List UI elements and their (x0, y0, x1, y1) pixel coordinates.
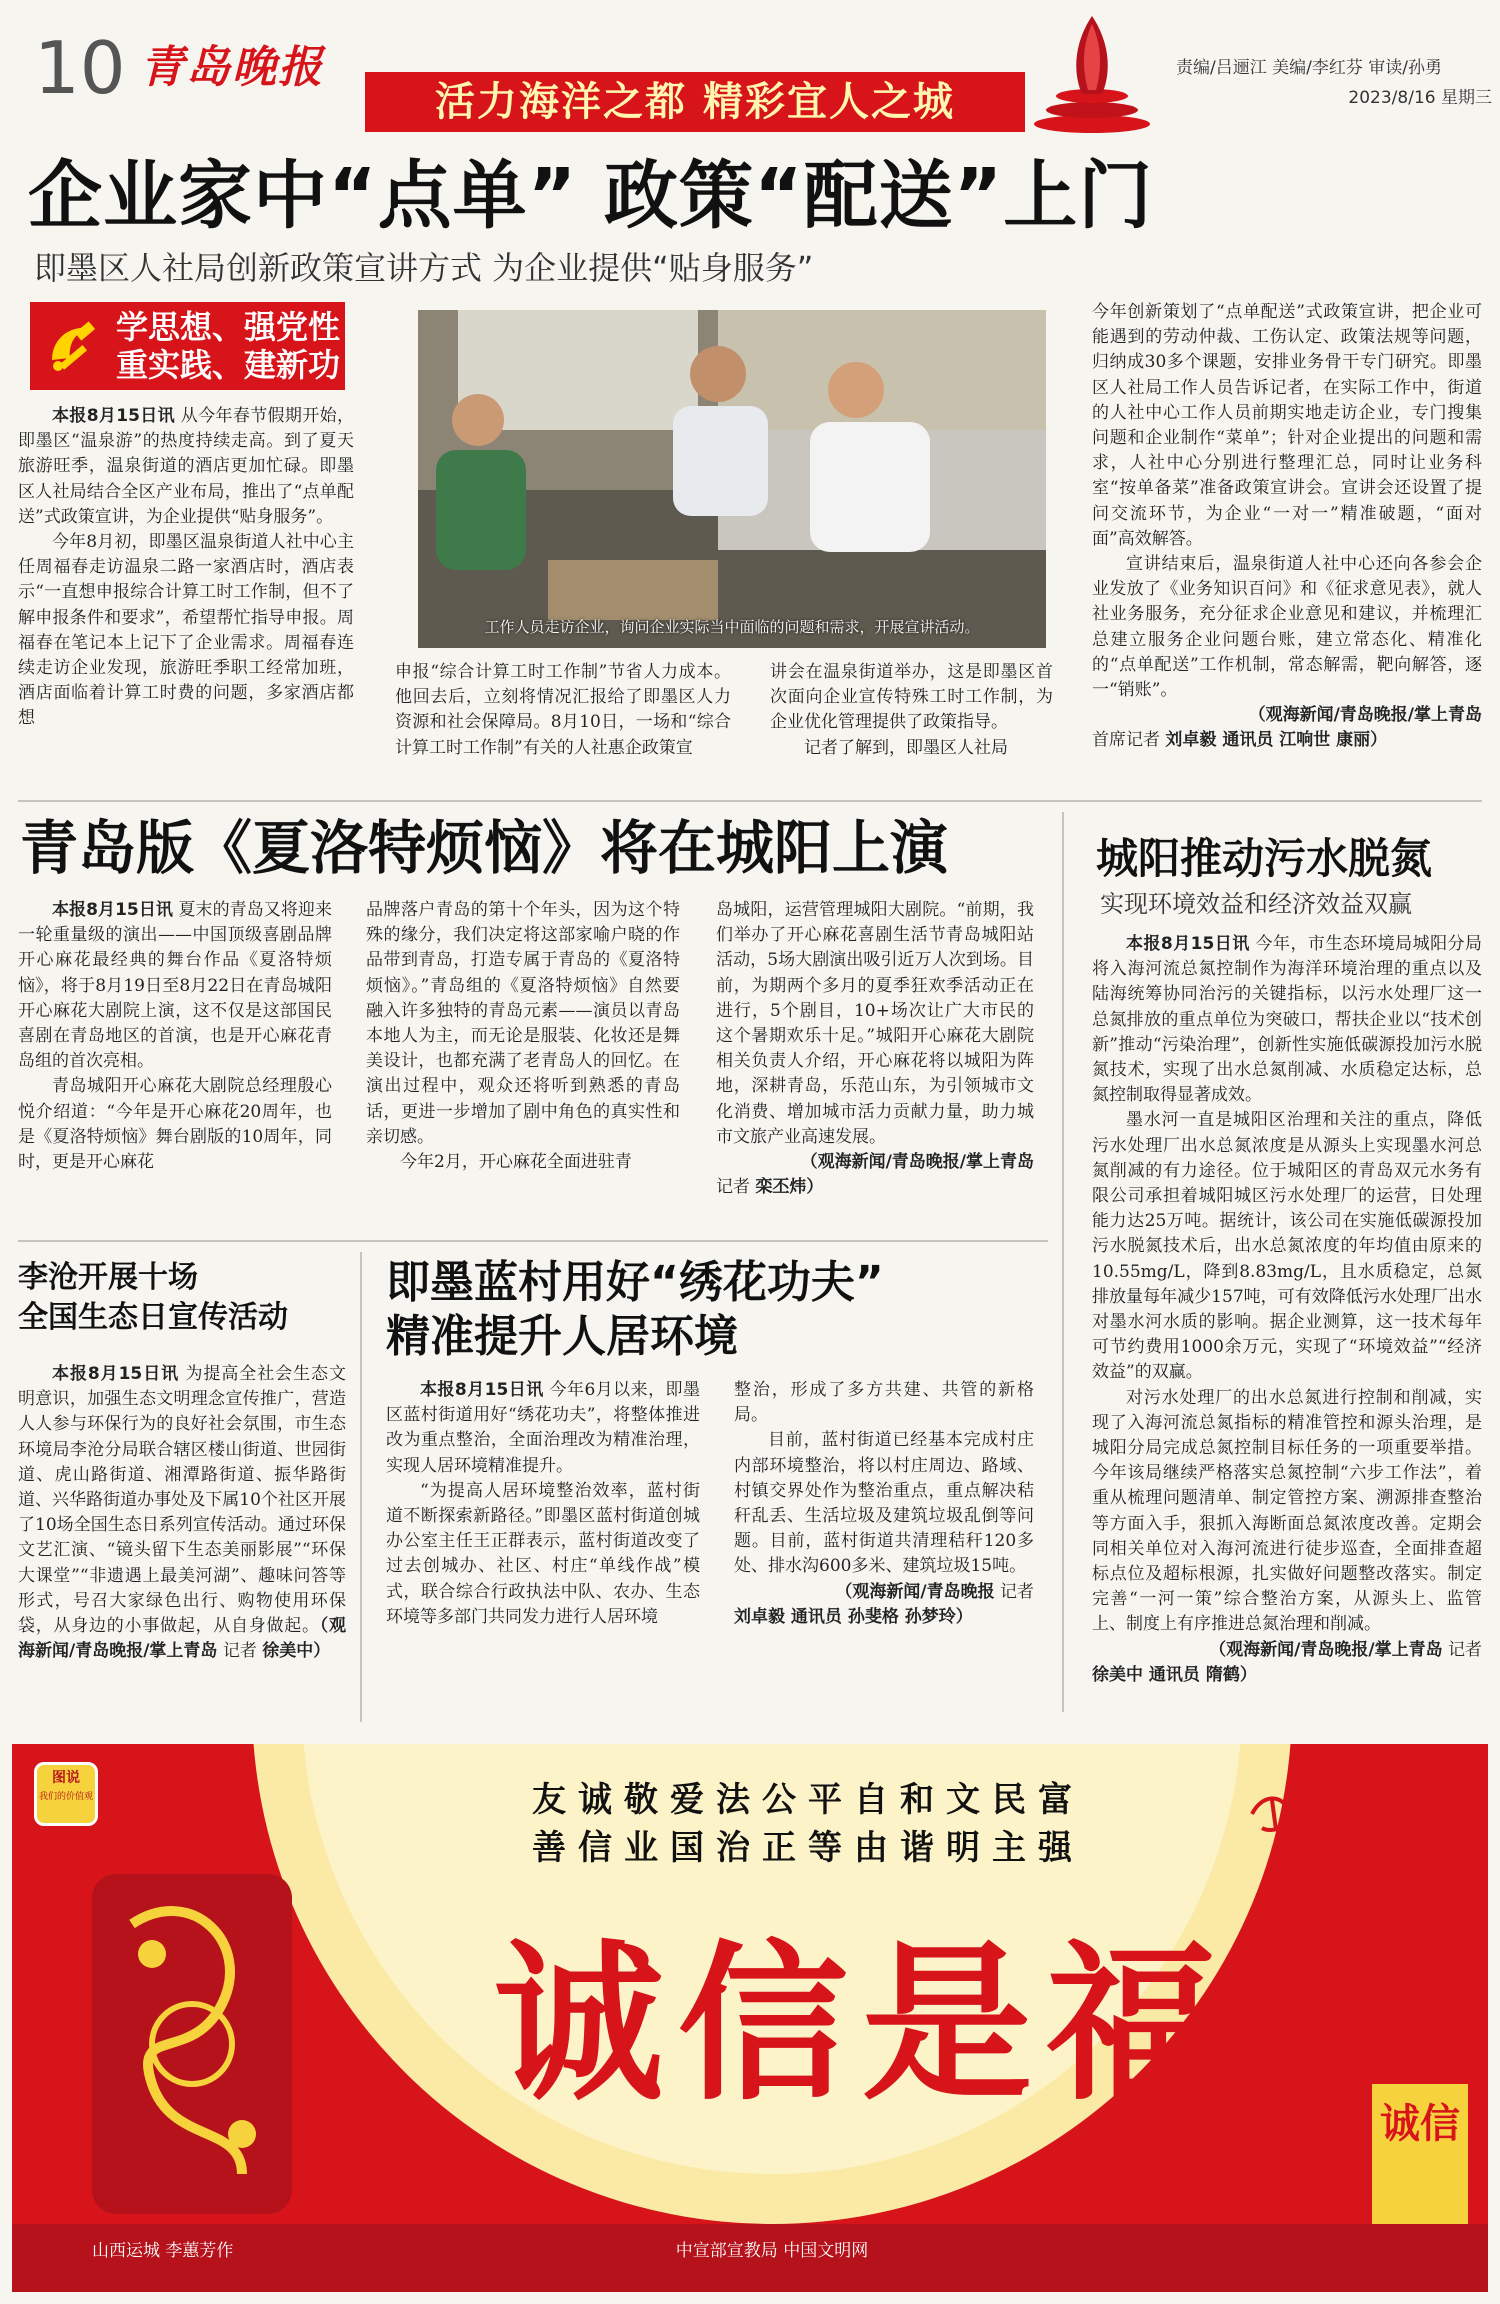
story1-column-1: 本报8月15日讯 从今年春节假期开始，即墨区“温泉游”的热度持续走高。到了夏天旅游旺季，温泉街道的酒店更加忙碌。即墨区人社局结合全区产业布局，推出了“点单配送”式政策宣讲，为企业提供“贴身服务”。 今年8月初，即墨区温泉街道人社中心主任周福春走访温泉二路一家酒店时，酒店表示“一直想申报综合计算工时工作制，但不了解申报条件和要求”，希望帮忙指导申报。周福春在笔记本上记下了企业需求。周福春连续走访企业发现，旅游旺季职工经常加班，酒店面临着计算工时费的问题，多家酒店都想 (18, 406, 354, 729)
story5-dateline: 本报8月15日讯 (420, 1380, 544, 1400)
artist-credit: 山西运城 李蕙芳作 (92, 2241, 234, 2261)
story3-byline-names: 徐美中 通讯员 隋鹤） (1092, 1664, 1257, 1685)
story2-dateline: 本报8月15日讯 (52, 900, 173, 920)
story1-column-3: 讲会在温泉街道举办，这是即墨区首次面向企业宣传特殊工时工作制，为企业优化管理提供了政策指导。 记者了解到，即墨区人社局 (770, 662, 1053, 758)
paper-name-logo: 青岛晚报 (140, 42, 324, 93)
story4-dateline: 本报8月15日讯 (52, 1364, 180, 1384)
page-number: 10 (34, 26, 126, 110)
story2-column-2: 品牌落户青岛的第十个年头，因为这个特殊的缘分，我们决定将这部家喻户晓的作品带到青岛，打造专属于青岛的《夏洛特烦恼》。”青岛组的《夏洛特烦恼》自然要融入许多独特的青岛元素——演员以青岛本地人为主，而无论是服装、化妆还是舞美设计，也都充满了老青岛人的回忆。在演出过程中，观众还将听到熟悉的青岛话，更进一步增加了剧中角色的真实性和亲切感。 今年2月，开心麻花全面进驻青 (366, 900, 680, 1173)
story1-headline: 企业家中“点单” 政策“配送”上门 (28, 153, 1154, 239)
hammer-sickle-icon (38, 312, 106, 380)
values-logo (34, 1762, 98, 1826)
signature-mark (1242, 1784, 1302, 1844)
divider (18, 1240, 1048, 1242)
papercut-seal-right (1372, 2084, 1468, 2224)
photo-caption: 工作人员走访企业，询问企业实际当中面临的问题和需求，开展宣讲活动。 (484, 618, 980, 636)
story1-photo (418, 310, 1046, 648)
badge-line1: 学思想、强党性 (116, 308, 341, 346)
party-badge (30, 302, 345, 390)
story2-byline-source: （观海新闻/青岛晚报/掌上青岛 (800, 1152, 1034, 1173)
divider (360, 1252, 362, 1722)
main-slogan: 诚信是福 (493, 1924, 1230, 2124)
story5-headline-line2: 精准提升人居环境 (386, 1311, 738, 1362)
logo-text-top: 图说 (52, 1770, 80, 1786)
story2-headline: 青岛版《夏洛特烦恼》将在城阳上演 (20, 814, 949, 882)
story4-headline-line2: 全国生态日宣传活动 (18, 1300, 288, 1335)
psa-banner (12, 1744, 1488, 2292)
story3-body: 本报8月15日讯 今年，市生态环境局城阳分局将入海河流总氮控制作为海洋环境治理的重点以及陆海统筹协同治污的关键指标，以污水处理厂这一总氮排放的重点单位为突破口，帮扶企业以“技术创新”推动“污染治理”，创新性实施低碳源投加污水脱氮技术，实现了出水总氮削减、水质稳定达标，总氮控制取得显著成效。 墨水河一直是城阳区治理和关注的重点，降低污水处理厂出水总氮浓度是从源头上实现墨水河总氮削减的有力途径。位于城阳区的青岛双元水务有限公司承担着城阳城区污水处理厂的运营，日处理能力达25万吨。据统计，该公司在实施低碳源投加污水脱氮技术后，出水总氮浓度的年均值由原来的10.55mg/L，降到8.83mg/L，且水质稳定，总氮排放量每年减少157吨，可有效降低污水处理厂出水对墨水河水质的影响。据企业测算，这一技术每年可节约费用1000余万元，实现了“环境效益”“经济效益”的双赢。 对污水处理厂的出水总氮进行控制和削减，实现了入海河流总氮指标的精准管控和源头治理，是城阳分局完成总氮控制目标任务的一项重要举措。今年该局继续严格落实总氮控制“六步工作法”，着重从梳理问题清单、制定管控方案、溯源排查整治等方面入手，狠抓入海断面总氮浓度改善。定期会同相关单位对入海河流进行徒步巡查，全面排查超标点位及超标根源，扎实做好问题整改落实。制定完善“一河一策”综合整治方案，从源头上、监管上、制度上有序推进总氮治理和削减。 （观海新闻/青岛晚报/掌上青岛 记者 徐美中 通讯员 隋鹤） (1092, 934, 1482, 1685)
story4-byline-source: （观海新闻/青岛晚报/掌上青岛 (18, 1616, 346, 1662)
papercut-scroll-left (72, 1864, 312, 2224)
story1-subhead: 即墨区人社局创新政策宣讲方式 为企业提供“贴身服务” (34, 249, 814, 287)
badge-line2: 重实践、建新功 (116, 346, 341, 384)
story1-byline-source: （观海新闻/青岛晚报/掌上青岛 (1248, 705, 1482, 726)
landmark-tower-icon (1032, 6, 1152, 134)
story1-dateline: 本报8月15日讯 (52, 406, 175, 426)
story2-byline-names: 栾丕炜） (755, 1177, 824, 1198)
divider (1062, 812, 1064, 1712)
story3-subhead: 实现环境效益和经济效益双赢 (1100, 890, 1412, 918)
story3-dateline: 本报8月15日讯 (1126, 934, 1250, 954)
story4-headline-line1: 李沧开展十场 (18, 1260, 198, 1295)
story4-body: 本报8月15日讯 为提高全社会生态文明意识，加强生态文明理念宣传推广，营造人人参与环保行为的良好社会氛围，市生态环境局李沧分局联合辖区楼山街道、世园街道、虎山路街道、湘潭路街道、振华路街道、兴华路街道办事处及下属10个社区开展了10场全国生态日系列宣传活动。通过环保文艺汇演、“镜头留下生态美丽影展”“环保大课堂”“非遗遇上最美河湖”、趣味问答等形式，号召大家绿色出行、购物使用环保袋，从身边的小事做起，从自身做起。（观海新闻/青岛晚报/掌上青岛 记者 徐美中） (18, 1364, 346, 1662)
story5-column-1: 本报8月15日讯 今年6月以来，即墨区蓝村街道用好“绣花功夫”，将整体推进改为重点整治，全面治理改为精准治理，实现人居环境精准提升。 “为提高人居环境整治效率，蓝村街道不断探索新路径。”即墨区蓝村街道创城办公室主任王正群表示，蓝村街道改变了过去创城办、社区、村庄“单线作战”模式，联合综合行政执法中队、农办、生态环境等多部门共同发力进行人居环境 (386, 1380, 700, 1627)
story1-column-4: 今年创新策划了“点单配送”式政策宣讲，把企业可能遇到的劳动仲裁、工伤认定、政策法规等问题，归纳成30多个课题，安排业务骨干专门研究。即墨区人社局工作人员告诉记者，在实际工作中，街道的人社中心工作人员前期实地走访企业，专门搜集问题和企业制作“菜单”；针对企业提出的问题和需求，人社中心分别进行整理汇总，同时让业务科室“按单备菜”准备政策宣讲会。宣讲会还设置了提问交流环节，为企业“一对一”精准破题，“面对面”高效解答。 宣讲结束后，温泉街道人社中心还向各参会企业发放了《业务知识百问》和《征求意见表》，就人社业务服务，充分征求企业意见和建议，并梳理汇总建立服务企业问题台账，建立常态化、精准化的“点单配送”工作机制，常态解需，靶向解答，逐一“销账”。 （观海新闻/青岛晚报/掌上青岛 首席记者 刘卓毅 通讯员 江响世 康丽） (1092, 302, 1482, 751)
story3-headline: 城阳推动污水脱氮 (1096, 834, 1433, 883)
story1-column-2: 申报“综合计算工时工作制”节省人力成本。他回去后，立刻将情况汇报给了即墨区人力资源和社会保障局。8月10日，一场和“综合计算工时工作制”有关的人社惠企政策宣 (395, 662, 731, 758)
story1-byline-names: 刘卓毅 通讯员 江响世 康丽） (1165, 730, 1388, 751)
story3-byline-source: （观海新闻/青岛晚报/掌上青岛 (1209, 1639, 1443, 1660)
story5-byline-names: 刘卓毅 通讯员 孙斐格 孙梦玲） (734, 1606, 973, 1627)
divider (18, 800, 1482, 802)
seal-text: 诚信 (1380, 2100, 1460, 2147)
logo-text-bottom: 我们的价值观 (38, 1792, 93, 1802)
story2-column-1: 本报8月15日讯 夏末的青岛又将迎来一轮重量级的演出——中国顶级喜剧品牌开心麻花最经典的舞台作品《夏洛特烦恼》，将于8月19日至8月22日在青岛城阳开心麻花大剧院上演，这不仅是这部国民喜剧在青岛地区的首演，也是开心麻花青岛组的首次亮相。 青岛城阳开心麻花大剧院总经理殷心悦介绍道：“今年是开心麻花20周年，也是《夏洛特烦恼》舞台剧版的10周年，同时，更是开心麻花 (18, 900, 332, 1173)
core-values-line2: 善信业国治正等由谐明主强 (532, 1828, 1084, 1868)
issue-date: 2023/8/16 星期三 (1348, 88, 1492, 108)
masthead (0, 0, 1500, 140)
story4-byline-names: 徐美中） (262, 1641, 331, 1662)
story5-column-2: 整治，形成了多方共建、共管的新格局。 目前，蓝村街道已经基本完成村庄内部环境整治，将以村庄周边、路域、村镇交界处作为整治重点，重点解决秸秆乱丢、生活垃圾及建筑垃圾乱倒等问题。目前，蓝村街道共清理秸秆120多处、排水沟600多米、建筑垃圾15吨。 （观海新闻/青岛晚报 记者 刘卓毅 通讯员 孙斐格 孙梦玲） (734, 1380, 1034, 1627)
core-values-line1: 友诚敬爱法公平自和文民富 (532, 1780, 1084, 1820)
publisher-credit: 中宣部宣教局 中国文明网 (675, 2241, 869, 2261)
story5-headline-line1: 即墨蓝村用好“绣花功夫” (386, 1257, 884, 1308)
slogan-banner: 活力海洋之都 精彩宜人之城 (365, 72, 1025, 132)
editors-credit: 责编/吕逦江 美编/李红芬 审读/孙勇 (1176, 58, 1442, 78)
story2-column-3: 岛城阳，运营管理城阳大剧院。“前期，我们举办了开心麻花喜剧生活节青岛城阳站活动，5场大剧演出吸引近万人次到场。目前，为期两个多月的夏季狂欢季活动正在进行，5个剧目，10+场次让广大市民的这个暑期欢乐十足。”城阳开心麻花大剧院相关负责人介绍，开心麻花将以城阳为阵地，深耕青岛，乐范山东，为引领城市文化消费、增加城市活力贡献力量，助力城市文旅产业高速发展。 （观海新闻/青岛晚报/掌上青岛 记者 栾丕炜） (716, 900, 1034, 1198)
story5-byline-source: （观海新闻/青岛晚报 (835, 1581, 995, 1602)
